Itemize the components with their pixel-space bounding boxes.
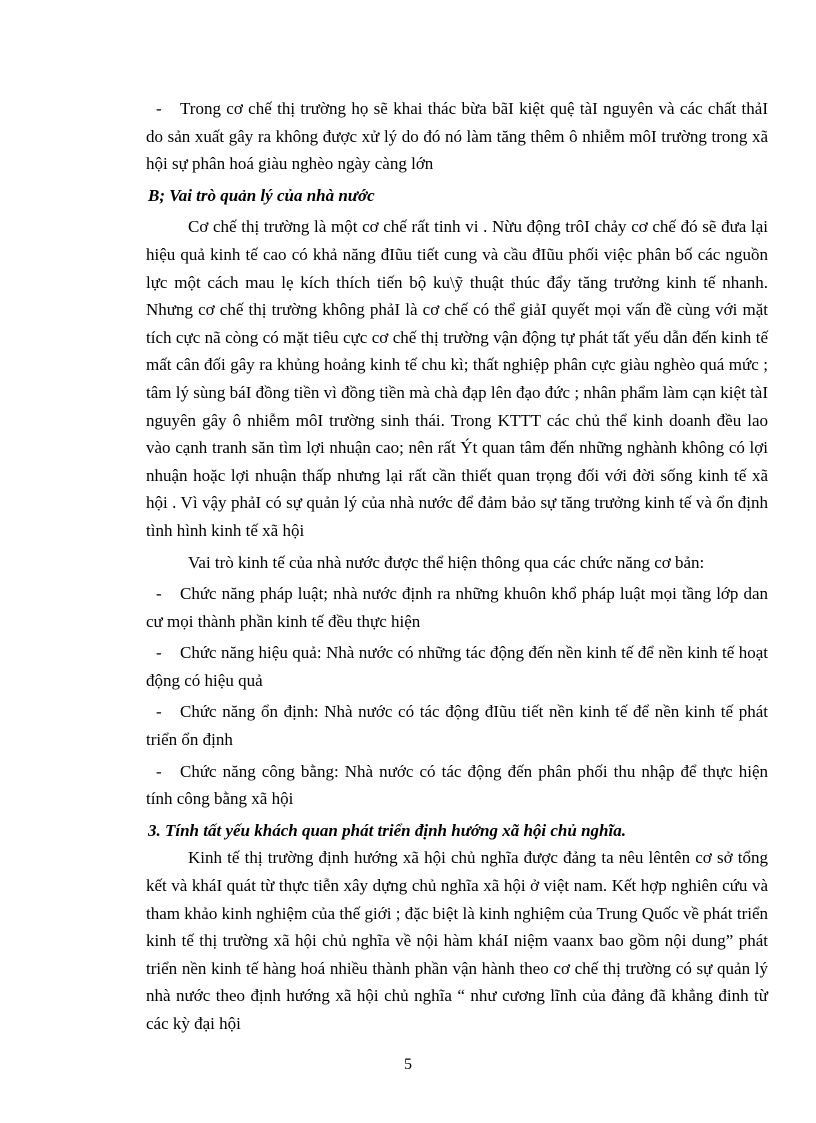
bullet-paragraph-equity-function bbox=[146, 758, 768, 813]
paragraph-text: Chức năng công bằng: Nhà nước có tác động đến phân phối thu nhập để thực hiện tính công bằng xã hội bbox=[146, 761, 768, 809]
bullet-dash: - bbox=[156, 99, 162, 118]
paragraph-text: Chức năng pháp luật; nhà nước định ra những khuôn khổ pháp luật mọi tầng lớp dan cư mọi thành phần kinh tế đều thực hiện bbox=[146, 584, 768, 631]
bullet-dash: - bbox=[156, 761, 162, 781]
bullet-dash: - bbox=[156, 584, 162, 604]
paragraph-state-role-intro: Vai trò kinh tế của nhà nước được thể hiện thông qua các chức năng cơ bản: bbox=[188, 552, 705, 572]
section-heading-3: 3. Tính tất yếu khách quan phát triển định hướng xã hội chủ nghĩa. bbox=[148, 820, 626, 840]
page-number: 5 bbox=[404, 1056, 412, 1073]
bullet-paragraph-stability-function bbox=[146, 698, 768, 753]
bullet-paragraph-environment bbox=[146, 95, 768, 178]
section-heading-b: B; Vai trò quản lý của nhà nước bbox=[148, 185, 375, 205]
paragraph-text: Chức năng hiệu quả: Nhà nước có những tác động đến nền kinh tế để nền kinh tế hoạt động có hiệu quả bbox=[146, 643, 768, 690]
paragraph-text: Chức năng ổn định: Nhà nước có tác động đIũu tiết nền kinh tế để nền kinh tế phát triển ổn định bbox=[146, 702, 768, 750]
bullet-dash: - bbox=[156, 643, 162, 663]
document-body bbox=[146, 95, 768, 1038]
bullet-paragraph-legal-function bbox=[146, 580, 768, 635]
bullet-paragraph-efficiency-function bbox=[146, 639, 768, 694]
paragraph-socialist-orientation: Kinh tế thị trường định hướng xã hội chủ nghĩa được đảng ta nêu lêntên cơ sở tổng kết và kháI quát từ thực tiễn xây dựng chủ nghĩa xã hội ở việt nam. Kết hợp nghiên cứu và tham khảo kinh nghiệm của thế giới ; đặc biệt là kinh nghiệm của Trung Quốc về phát triển kinh tế thị trường xã hội chủ nghĩa về nội hàm kháI niệm vaanx bao gồm nội dung” phát triển nền kinh tế hàng hoá nhiều thành phần vận hành theo cơ chế thị trường có sự quản lý nhà nước theo định hướng xã hội chủ nghĩa “ như cương lĩnh của đảng đã khẳng đinh từ các kỳ đại hội bbox=[146, 848, 768, 1033]
paragraph-text: Trong cơ chế thị trường họ sẽ khai thác bừa bãI kiệt quệ tàI nguyên và các chất thảI do sản xuất gây ra không được xử lý do đó nó làm tăng thêm ô nhiễm môI trường trong xã hội sự phân hoá giàu nghèo ngày càng lớn bbox=[146, 99, 768, 174]
bullet-dash: - bbox=[156, 702, 162, 722]
paragraph-market-mechanism: Cơ chế thị trường là một cơ chế rất tinh vi . Nừu động trôI chảy cơ chế đó sẽ đưa lại hiệu quả kinh tế cao có khả năng đIũu tiết cung và cầu đIũu phối việc phân bố các nguồn lực một cách mau lẹ kích thích tiến bộ ku\ỹ thuật thúc đẩy tăng trưởng kinh tế nhanh. Nhưng cơ chế thị trường không phảI là cơ chế có thể giảI quyết mọi vấn đề cùng với mặt tích cực nã còng có mặt tiêu cực cơ chế thị trường vận động tự phát tất yếu dẫn đến kinh tế mất cân đối gây ra khủng hoảng kinh tế chu kì; thất nghiệp phân cực giàu nghèo quá mức ; tâm lý sùng báI đồng tiền vì đồng tiền mà chà đạp lên đạo đức ; nhân phẩm làm cạn kiệt tàI nguyên gây ô nhiễm môI trường sinh thái. Trong KTTT các chủ thể kinh doanh đều lao vào cạnh tranh săn tìm lợi nhuận cao; nên rất Ýt quan tâm đến những nghành không có lợi nhuận hoặc lợi nhuận thấp nhưng lại rất cần thiết quan trọng đối với đời sống kinh tế xã hội . Vì vậy phảI có sự quản lý của nhà nước để đảm bảo sự tăng trưởng kinh tế và ổn định tình hình kinh tế xã hội bbox=[146, 217, 768, 540]
